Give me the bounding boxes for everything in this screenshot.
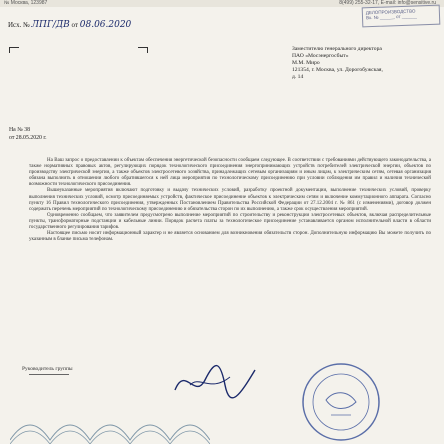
addressee-line: 121354, г. Москва, ул. Дорогобужская, bbox=[292, 67, 383, 73]
body-paragraph: Настоящее письмо носит информационный характер и не является основанием для возникновения обязательств сторон. Дополнительную информацию Вы можете получить по указанным в бланке письма телефонам. bbox=[29, 231, 431, 243]
address-bracket-left bbox=[9, 47, 19, 53]
outgoing-date-handwritten: 08.06.2020 bbox=[79, 20, 132, 30]
incoming-reference bbox=[9, 127, 47, 142]
body-paragraph: На Ваш запрос о предоставлении к объектам обеспечения энергетической безопасности сообщаем следующее. В соответствии с требованиями действующего законодательства, а также нормативных правовых актов, регулирующих порядок технологического присоединения энергопринимающих устройств потребителей электрической энергии, объектов по производству электрической энергии, а также объектов электросетевого хозяйства, принадлежащих сетевым организациям и иным лицам, к электрическим сетям, сетевая организация обязана выполнить в отношении любого обратившегося к ней лица мероприятия по технологическому присоединению при условии соблюдения им правил и наличия технической возможности технологического присоединения. bbox=[29, 158, 431, 188]
address-bracket-right bbox=[138, 47, 148, 53]
outgoing-number-handwritten: ЛПГ/ДВ bbox=[31, 20, 70, 30]
signature-underline bbox=[29, 374, 69, 375]
addressee-line: ПАО «Мосэнергосбыт» bbox=[292, 53, 349, 59]
decorative-wave-ornament bbox=[10, 400, 210, 444]
addressee-block bbox=[292, 46, 432, 81]
outgoing-number-label: Исх. № bbox=[8, 21, 30, 29]
outgoing-reference bbox=[8, 20, 131, 30]
organization-seal bbox=[296, 360, 386, 444]
letter-body bbox=[29, 158, 431, 243]
registration-stamp-line: Вх. № ______ от ______ bbox=[365, 13, 417, 21]
outgoing-date-label: от bbox=[71, 21, 78, 29]
registration-stamp-line: ДЕЛОПРОИЗВОДСТВО bbox=[365, 8, 416, 16]
letterhead-contacts: 8(499) 255-32-17, E-mail: info@sensitive.ru bbox=[339, 0, 436, 6]
addressee-line: Заместителю генерального директора bbox=[292, 46, 382, 52]
letterhead-address: № Москва, 123987 bbox=[4, 0, 48, 6]
signatory-title: Руководитель группы bbox=[22, 366, 73, 372]
registration-stamp bbox=[362, 5, 441, 28]
incoming-reference-date: от 28.05.2020 г. bbox=[9, 134, 47, 141]
addressee-line: д. 14 bbox=[292, 74, 304, 80]
addressee-line: М.М. Миро bbox=[292, 60, 320, 66]
body-paragraph: Вышеуказанные мероприятия включают подготовку и выдачу технических условий, разработку проектной документации, выполнение технических условий, проверку выполнения технических условий, осмотр присоединяемых устройств, фактическое присоединение объектов к электрическим сетям и включение коммутационного аппарата. Согласно пункту 16 Правил технологического присоединения, утвержденных Постановлением Правительства Российской Федерации от 27.12.2004 г. № 861 (с изменениями), договор должен содержать перечень мероприятий по технологическому присоединению и обязательства сторон по их выполнению, а также срок осуществления мероприятий. bbox=[29, 188, 431, 212]
incoming-reference-number: На № 38 bbox=[9, 127, 30, 133]
body-paragraph: Одновременно сообщаем, что заявителем предусмотрено выполнение мероприятий по строительству и реконструкции электросетевых объектов, включая распределительные пункты, трансформаторные подстанции и кабельные линии. Порядок расчета платы за технологическое присоединение устанавливается органом исполнительной власти в области государственного регулирования тарифов. bbox=[29, 212, 431, 231]
handwritten-signature bbox=[170, 355, 260, 405]
